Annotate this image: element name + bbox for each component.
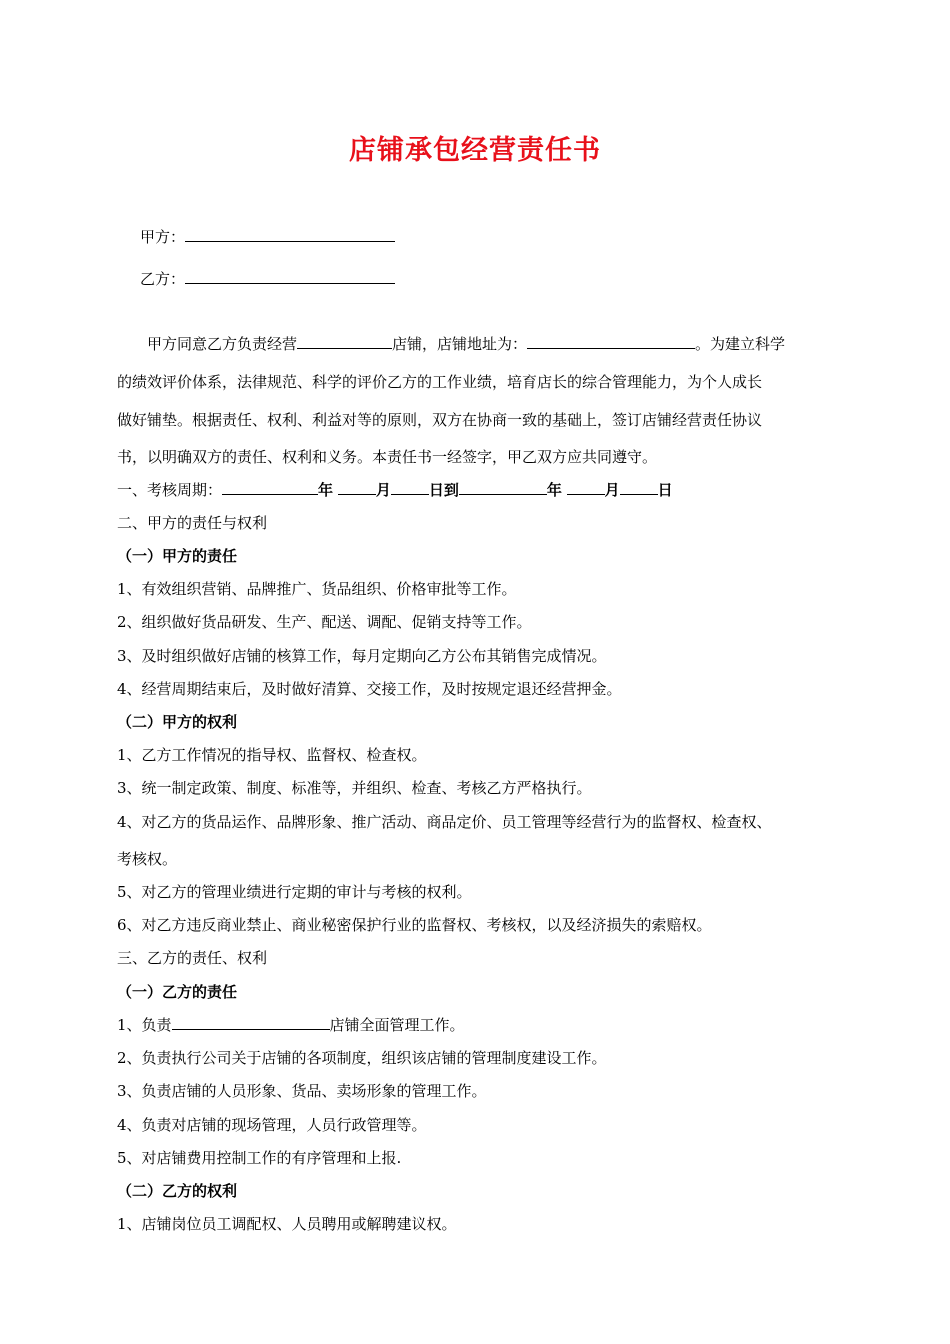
start-day-blank[interactable] bbox=[391, 479, 429, 495]
party-b-line bbox=[140, 268, 395, 290]
intro-text: 。为建立科学 bbox=[695, 335, 786, 353]
intro-line-1 bbox=[147, 333, 785, 355]
end-year-blank[interactable] bbox=[459, 479, 547, 495]
section2-sub2: （二）甲方的权利 bbox=[117, 713, 238, 731]
duty-text: 店铺全面管理工作。 bbox=[329, 1016, 465, 1034]
section3-sub1: （一）乙方的责任 bbox=[117, 983, 238, 1001]
period-text: 日 bbox=[657, 481, 673, 499]
section3-duty: 2、负责执行公司关于店铺的各项制度，组织该店铺的管理制度建设工作。 bbox=[117, 1049, 607, 1067]
period-line bbox=[117, 479, 673, 501]
document-title: 店铺承包经营责任书 bbox=[349, 135, 601, 166]
intro-line-3: 做好铺垫。根据责任、权利、利益对等的原则，双方在协商一致的基础上，签订店铺经营责任协议 bbox=[117, 411, 763, 429]
section2-sub1: （一）甲方的责任 bbox=[117, 547, 238, 565]
period-label: 一、考核周期： bbox=[117, 481, 223, 499]
party-a-line bbox=[140, 226, 395, 248]
section2-right: 6、对乙方违反商业禁止、商业秘密保护行业的监督权、考核权，以及经济损失的索赔权。 bbox=[117, 916, 712, 934]
period-text: 月 bbox=[604, 481, 620, 499]
section2-duty: 2、组织做好货品研发、生产、配送、调配、促销支持等工作。 bbox=[117, 613, 532, 631]
intro-line-4: 书，以明确双方的责任、权利和义务。本责任书一经签字，甲乙双方应共同遵守。 bbox=[117, 448, 658, 466]
store-address-blank[interactable] bbox=[527, 333, 695, 349]
section2-duty: 3、及时组织做好店铺的核算工作，每月定期向乙方公布其销售完成情况。 bbox=[117, 647, 607, 665]
party-b-blank[interactable] bbox=[185, 268, 395, 284]
party-a-label: 甲方： bbox=[140, 228, 186, 246]
start-month-blank[interactable] bbox=[338, 479, 376, 495]
section2-heading: 二、甲方的责任与权利 bbox=[117, 514, 268, 532]
end-month-blank[interactable] bbox=[567, 479, 605, 495]
party-a-blank[interactable] bbox=[185, 226, 395, 242]
store-name-blank[interactable] bbox=[297, 333, 392, 349]
party-b-label: 乙方： bbox=[140, 270, 186, 288]
section2-right: 5、对乙方的管理业绩进行定期的审计与考核的权利。 bbox=[117, 883, 472, 901]
section3-right: 1、店铺岗位员工调配权、人员聘用或解聘建议权。 bbox=[117, 1215, 457, 1233]
section2-right: 4、对乙方的货品运作、品牌形象、推广活动、商品定价、员工管理等经营行为的监督权、检查权、 bbox=[117, 813, 772, 831]
period-text: 日到 bbox=[428, 481, 459, 499]
section3-sub2: （二）乙方的权利 bbox=[117, 1182, 238, 1200]
period-text: 月 bbox=[375, 481, 391, 499]
section3-duty: 4、负责对店铺的现场管理，人员行政管理等。 bbox=[117, 1116, 427, 1134]
section3-duty: 5、对店铺费用控制工作的有序管理和上报. bbox=[117, 1149, 402, 1167]
end-day-blank[interactable] bbox=[620, 479, 658, 495]
period-text: 年 bbox=[318, 481, 334, 499]
section2-right: 1、乙方工作情况的指导权、监督权、检查权。 bbox=[117, 746, 427, 764]
section2-duty: 1、有效组织营销、品牌推广、货品组织、价格审批等工作。 bbox=[117, 580, 517, 598]
section3-heading: 三、乙方的责任、权利 bbox=[117, 949, 268, 967]
intro-line-2: 的绩效评价体系，法律规范、科学的评价乙方的工作业绩，培育店长的综合管理能力，为个人成长 bbox=[117, 373, 763, 391]
duty-text: 1、负责 bbox=[117, 1016, 172, 1034]
section3-duty: 3、负责店铺的人员形象、货品、卖场形象的管理工作。 bbox=[117, 1082, 487, 1100]
section3-duty bbox=[117, 1014, 465, 1036]
period-text: 年 bbox=[546, 481, 562, 499]
store-blank[interactable] bbox=[172, 1014, 330, 1030]
section2-right: 考核权。 bbox=[117, 850, 178, 868]
intro-text: 店铺，店铺地址为： bbox=[392, 335, 528, 353]
intro-text: 甲方同意乙方负责经营 bbox=[147, 335, 298, 353]
start-year-blank[interactable] bbox=[222, 479, 318, 495]
section2-right: 3、统一制定政策、制度、标准等，并组织、检查、考核乙方严格执行。 bbox=[117, 779, 592, 797]
section2-duty: 4、经营周期结束后，及时做好清算、交接工作，及时按规定退还经营押金。 bbox=[117, 680, 622, 698]
